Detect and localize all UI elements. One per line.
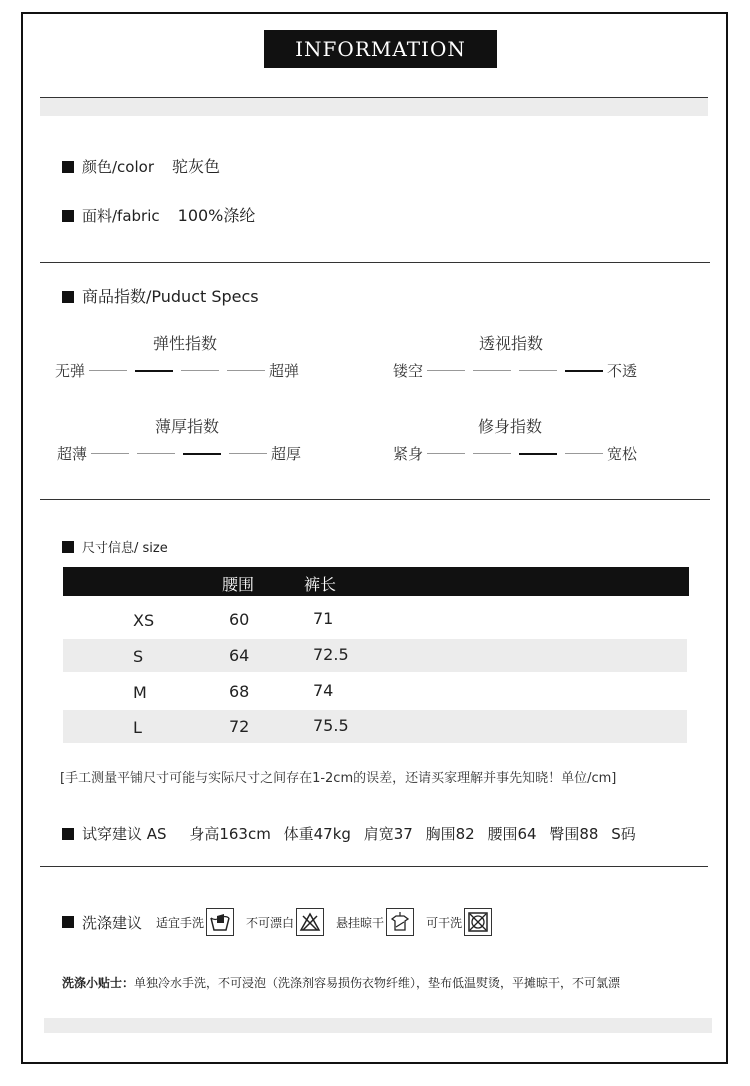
waist-cell: 72 [229, 717, 250, 736]
wash-instruction-text: 不可漂白 [246, 915, 295, 930]
scale-segment [427, 370, 465, 371]
size-heading [62, 537, 168, 556]
divider [40, 499, 710, 500]
transparency-scale [393, 360, 637, 381]
fitting-hip: 臀围88 [549, 825, 599, 843]
fitting-row [62, 823, 636, 844]
bullet-square-icon [62, 161, 74, 173]
size-table-header [63, 567, 689, 596]
table-row [63, 639, 687, 672]
scale-segment [565, 370, 603, 372]
scale-segment [519, 453, 557, 455]
scale-right-label: 宽松 [607, 445, 638, 463]
hand-wash-icon [206, 908, 234, 936]
transparency-title: 透视指数 [478, 334, 543, 353]
washing-row [62, 908, 498, 936]
fitting-weight: 体重47kg [283, 825, 351, 843]
bullet-square-icon [62, 828, 74, 840]
scale-segment [89, 370, 127, 371]
length-cell: 75.5 [313, 716, 349, 735]
washing-label: 洗涤建议 [82, 913, 143, 932]
scale-segment [137, 453, 175, 454]
length-cell: 71 [313, 609, 334, 628]
wash-instruction-text: 可干洗 [426, 915, 463, 930]
page-title [264, 30, 497, 68]
scale-segment [519, 370, 557, 371]
elasticity-scale [55, 360, 299, 381]
fitting-bust: 胸围82 [425, 825, 475, 843]
table-row [63, 675, 687, 708]
fitting-height: 身高163cm [189, 825, 271, 843]
wash-instruction-text: 适宜手洗 [156, 915, 205, 930]
thickness-title: 薄厚指数 [154, 417, 219, 436]
table-row [63, 603, 687, 636]
scale-segment [135, 370, 173, 372]
grey-band-bottom [44, 1018, 712, 1033]
measurement-note: [手工测量平铺尺寸可能与实际尺寸之间存在1-2cm的误差，还请买家理解并事先知晓！单位/cm] [60, 771, 617, 786]
waist-cell: 60 [229, 610, 250, 629]
size-cell: L [133, 718, 142, 737]
fit-title: 修身指数 [477, 417, 542, 436]
specs-heading-text: 商品指数/Puduct Specs [82, 287, 259, 306]
waist-cell: 64 [229, 646, 250, 665]
scale-segment [181, 370, 219, 371]
scale-left-label: 紧身 [393, 445, 424, 463]
color-row [62, 154, 220, 177]
scale-left-label: 镂空 [393, 362, 424, 380]
fitting-label: 试穿建议 AS [82, 825, 167, 843]
fitting-size: S码 [611, 825, 636, 843]
scale-segment [565, 453, 603, 454]
scale-segment [91, 453, 129, 454]
scale-right-label: 超厚 [271, 445, 302, 463]
length-cell: 72.5 [313, 645, 349, 664]
hang-dry-icon [386, 908, 414, 936]
specs-heading [62, 284, 259, 307]
bullet-square-icon [62, 210, 74, 222]
fitting-shoulder: 肩宽37 [363, 825, 413, 843]
fabric-value: 100%涤纶 [177, 206, 256, 225]
scale-right-label: 超弹 [269, 362, 300, 380]
fit-scale [393, 443, 637, 464]
size-cell: M [133, 683, 147, 702]
title-text: INFORMATION [295, 37, 466, 61]
scale-segment [473, 453, 511, 454]
bullet-square-icon [62, 291, 74, 303]
scale-segment [427, 453, 465, 454]
elasticity-title: 弹性指数 [152, 334, 217, 353]
waist-cell: 68 [229, 682, 250, 701]
fabric-row [62, 203, 255, 226]
scale-segment [473, 370, 511, 371]
length-cell: 74 [313, 681, 334, 700]
bullet-square-icon [62, 541, 74, 553]
washing-tip [62, 974, 620, 991]
color-value: 驼灰色 [172, 157, 221, 176]
fabric-label: 面料/fabric [82, 207, 160, 225]
scale-segment [227, 370, 265, 371]
column-header-waist: 腰围 [222, 575, 255, 594]
scale-left-label: 无弹 [55, 362, 86, 380]
fitting-waist: 腰围64 [487, 825, 537, 843]
scale-segment [183, 453, 221, 455]
thickness-scale [57, 443, 301, 464]
size-cell: XS [133, 611, 155, 630]
scale-left-label: 超薄 [57, 445, 88, 463]
washing-tip-label: 洗涤小贴士： [62, 976, 135, 990]
divider [40, 866, 708, 867]
size-cell: S [133, 647, 144, 666]
no-bleach-icon [296, 908, 324, 936]
divider [40, 262, 710, 263]
column-header-length: 裤长 [304, 575, 337, 594]
size-heading-text: 尺寸信息/ size [82, 541, 168, 556]
no-tumble-dry-icon [464, 908, 492, 936]
wash-instruction-text: 悬挂晾干 [336, 915, 385, 930]
scale-right-label: 不透 [607, 362, 638, 380]
scale-segment [229, 453, 267, 454]
washing-tip-text: 单独冷水手洗，不可浸泡（洗涤剂容易损伤衣物纤维），垫布低温熨烫，平摊晾干，不可氯漂 [134, 976, 621, 990]
table-row [63, 710, 687, 743]
color-label: 颜色/color [82, 158, 154, 176]
bullet-square-icon [62, 916, 74, 928]
grey-band-top [40, 98, 708, 116]
